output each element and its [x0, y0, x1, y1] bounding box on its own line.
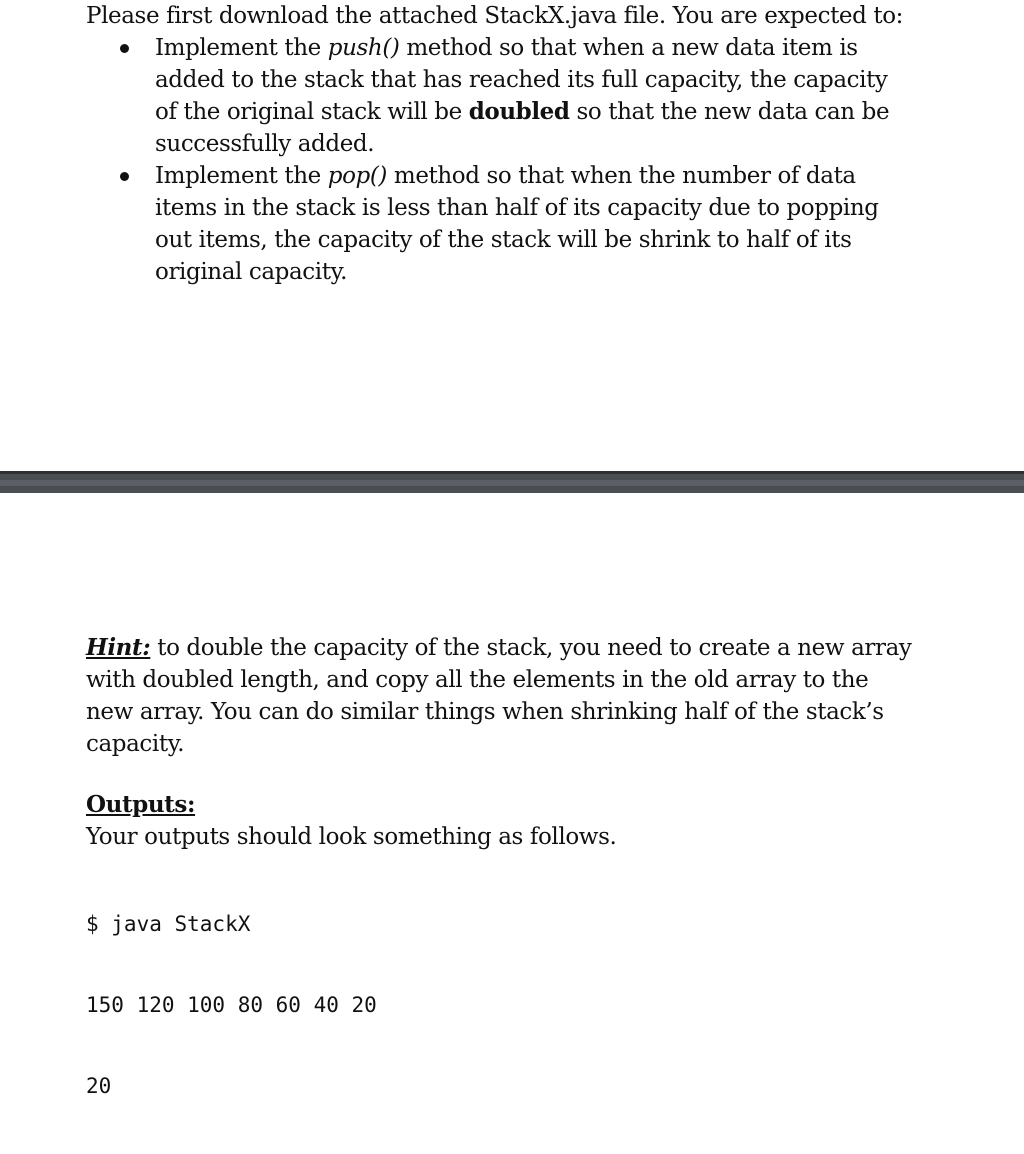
command-line: $ java StackX	[86, 912, 251, 936]
output-line: 150 120 100 80 60 40 20	[86, 993, 377, 1017]
page-divider	[0, 471, 1024, 493]
list-item: Implement the pop() method so that when the number of data items in the stack is less than half of its capacity due to popping out items, the capacity of the stack will be shrink to half of its original capacity.	[86, 160, 915, 288]
output-line: 20	[86, 1074, 112, 1098]
outputs-section	[86, 789, 986, 1154]
requirements-list	[86, 32, 986, 288]
outputs-description: Your outputs should look something as follows.	[86, 824, 617, 850]
instructions-section	[86, 0, 986, 288]
bullet-icon	[120, 44, 129, 53]
method-name-pop: pop()	[327, 163, 388, 189]
method-name-push: push()	[327, 35, 400, 61]
emphasis-doubled: doubled	[468, 98, 570, 125]
outputs-heading: Outputs:	[86, 791, 196, 818]
hint-label: Hint:	[86, 634, 151, 661]
hint-section: Hint: to double the capacity of the stack, you need to create a new array with doubled length, and copy all the elements in the old array to the new array. You can do similar things when shrinking half of the stack’s capacity.	[86, 634, 912, 757]
list-item: Implement the push() method so that when a new data item is added to the stack that has reached its full capacity, the capacity of the original stack will be doubled so that the new data can be successfully added.	[86, 32, 915, 160]
code-output-block	[86, 857, 986, 1154]
intro-text: Please first download the attached StackX.java file. You are expected to:	[86, 3, 903, 29]
bullet-icon	[120, 172, 129, 181]
